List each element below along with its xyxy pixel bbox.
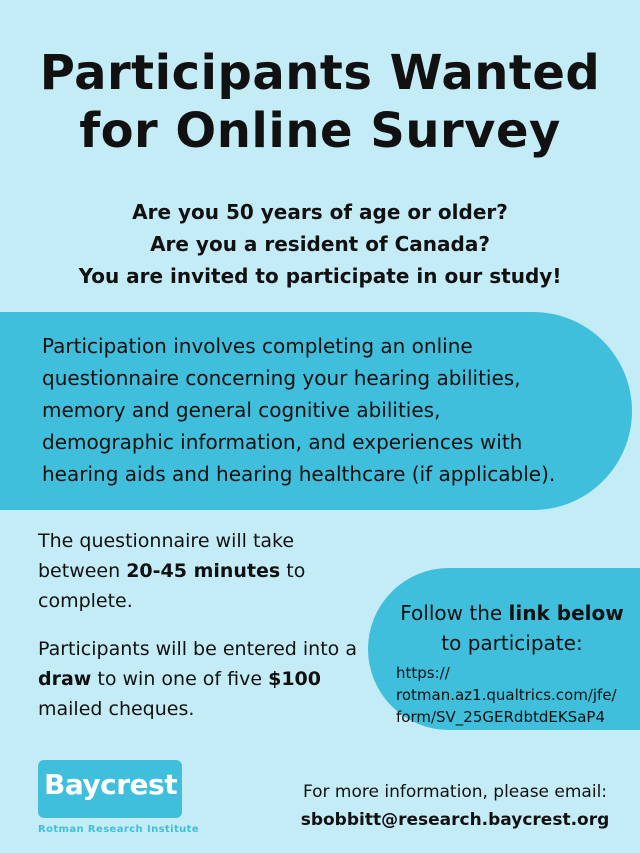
survey-link-line[interactable]: https:// xyxy=(396,664,450,682)
description-line: hearing aids and hearing healthcare (if applicable). xyxy=(42,462,556,486)
cta-heading xyxy=(392,598,632,658)
duration-text xyxy=(38,526,358,616)
description-line: demographic information, and experiences with xyxy=(42,430,523,454)
cta-highlight: link below xyxy=(508,601,624,625)
survey-link-line[interactable]: form/SV_25GERdbtdEKSaP4 xyxy=(396,708,605,726)
draw-highlight: draw xyxy=(38,668,92,690)
description-line: memory and general cognitive abilities, xyxy=(42,398,441,422)
study-description xyxy=(42,330,622,490)
cta-prefix: Follow the xyxy=(400,601,509,625)
description-line: questionnaire concerning your hearing abilities, xyxy=(42,366,521,390)
duration-prefix: The questionnaire will take between xyxy=(38,530,295,582)
contact-info xyxy=(280,778,630,834)
study-details xyxy=(38,526,358,742)
cta-suffix: to participate: xyxy=(441,631,583,655)
contact-email[interactable]: sbobbitt@research.baycrest.org xyxy=(300,810,610,830)
logo-subtitle: Rotman Research Institute xyxy=(38,824,200,835)
eligibility-questions xyxy=(0,196,640,292)
draw-suffix: mailed cheques. xyxy=(38,698,195,720)
contact-label: For more information, please email: xyxy=(302,782,608,802)
draw-middle: to win one of five xyxy=(91,668,269,690)
invitation-line: You are invited to participate in our study! xyxy=(78,264,562,288)
question-age: Are you 50 years of age or older? xyxy=(132,200,508,224)
draw-text xyxy=(38,634,358,724)
question-residency: Are you a resident of Canada? xyxy=(150,232,490,256)
description-line: Participation involves completing an online xyxy=(42,334,473,358)
prize-amount: $100 xyxy=(268,668,321,690)
title-line-2: for Online Survey xyxy=(79,103,561,159)
page-title xyxy=(0,44,640,160)
duration-suffix: to complete. xyxy=(38,560,306,612)
duration-highlight: 20-45 minutes xyxy=(126,560,281,582)
survey-link-line[interactable]: rotman.az1.qualtrics.com/jfe/ xyxy=(396,686,617,704)
survey-link[interactable] xyxy=(396,662,636,728)
draw-prefix: Participants will be entered into a xyxy=(38,638,357,660)
title-line-1: Participants Wanted xyxy=(39,45,601,101)
logo-wordmark: Baycrest xyxy=(44,768,178,801)
